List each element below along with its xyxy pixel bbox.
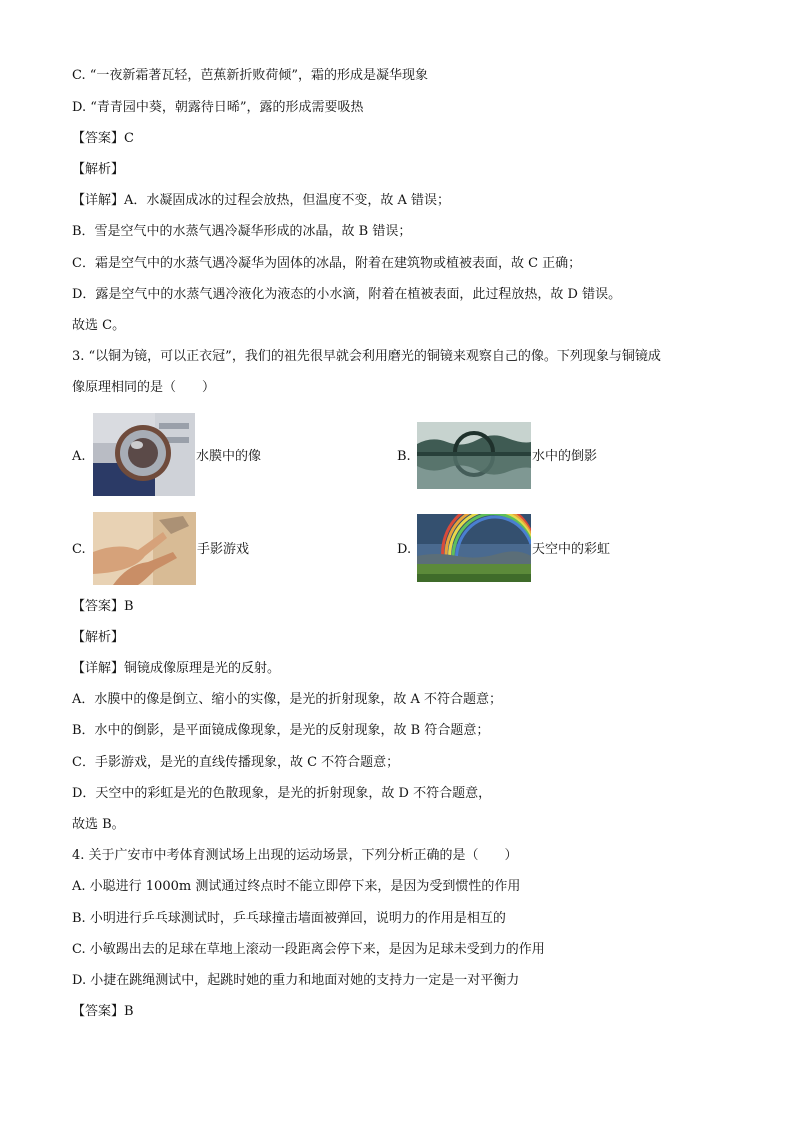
q2-detail-a [72,192,450,210]
q4-answer [72,1003,134,1021]
q3-detail-intro [72,660,280,678]
bridge-reflection-image [417,422,531,489]
q2-detail-c: C．霜是空气中的水蒸气遇冷凝华为固体的冰晶，附着在建筑物或植被表面，故 C 正确； [72,256,582,271]
q3-conclusion: 故选 B。 [72,817,125,832]
detail-text: A．水凝固成冰的过程会放热，但温度不变，故 A 错误； [124,193,451,208]
detail-tag: 【详解】 [72,661,125,676]
q3-detail-c: C．手影游戏，是光的直线传播现象，故 C 不符合题意； [72,755,400,770]
option-b-letter: B. [397,449,411,464]
option-c-caption: 手影游戏 [197,542,250,557]
q2-detail-b: B．雪是空气中的水蒸气遇冷凝华形成的冰晶，故 B 错误； [72,224,412,239]
q3-analysis-tag: 【解析】 [72,630,125,645]
rainbow-image [417,514,531,582]
q4-option-d: D. 小捷在跳绳测试中，起跳时她的重力和地面对她的支持力一定是一对平衡力 [72,973,520,988]
detail-tag: 【详解】 [72,193,125,208]
answer-tag: 【答案】 [72,599,125,614]
q3-detail-b: B．水中的倒影，是平面镜成像现象，是光的反射现象，故 B 符合题意； [72,723,490,738]
option-d-caption: 天空中的彩虹 [532,542,611,557]
option-d-letter: D. [397,542,412,557]
q2-answer [72,130,134,148]
q4-option-b: B. 小明进行乒乓球测试时，乒乓球撞击墙面被弹回，说明力的作用是相互的 [72,911,506,926]
q3-detail-d: D．天空中的彩虹是光的色散现象，是光的折射现象，故 D 不符合题意， [72,786,492,801]
option-a-letter: A. [72,449,86,464]
q2-conclusion: 故选 C。 [72,318,126,333]
option-a-caption: 水膜中的像 [196,449,262,464]
q4-option-a: A. 小聪进行 1000m 测试通过终点时不能立即停下来，是因为受到惯性的作用 [72,879,521,894]
answer-value: B [124,1004,134,1019]
q2-option-d: D. “青青园中葵，朝露待日晞”，露的形成需要吸热 [72,100,364,115]
q3-stem-line2: 像原理相同的是（ ） [72,380,216,395]
hand-shadow-image [93,512,196,585]
q2-detail-d: D．露是空气中的水蒸气遇冷液化为液态的小水滴，附着在植被表面，此过程放热，故 D 错误。 [72,287,622,302]
answer-value: B [124,599,134,614]
q2-analysis-tag: 【解析】 [72,162,125,177]
option-b-caption: 水中的倒影 [532,449,598,464]
q3-detail-a: A．水膜中的像是倒立、缩小的实像，是光的折射现象，故 A 不符合题意； [72,692,503,707]
water-film-image [93,413,195,496]
q3-answer [72,598,134,616]
answer-tag: 【答案】 [72,131,125,146]
answer-value: C [124,131,134,146]
q4-option-c: C. 小敏踢出去的足球在草地上滚动一段距离会停下来，是因为足球未受到力的作用 [72,942,545,957]
q3-stem-line1: 3. “以铜为镜，可以正衣冠”，我们的祖先很早就会利用磨光的铜镜来观察自己的像。下列现象与铜镜成 [72,349,661,364]
q4-stem: 4. 关于广安市中考体育测试场上出现的运动场景，下列分析正确的是（ ） [72,848,518,863]
option-c-letter: C. [72,542,86,557]
q2-option-c: C. “一夜新霜著瓦轻，芭蕉新折败荷倾”，霜的形成是凝华现象 [72,68,429,83]
detail-text: 铜镜成像原理是光的反射。 [124,661,281,676]
answer-tag: 【答案】 [72,1004,125,1019]
